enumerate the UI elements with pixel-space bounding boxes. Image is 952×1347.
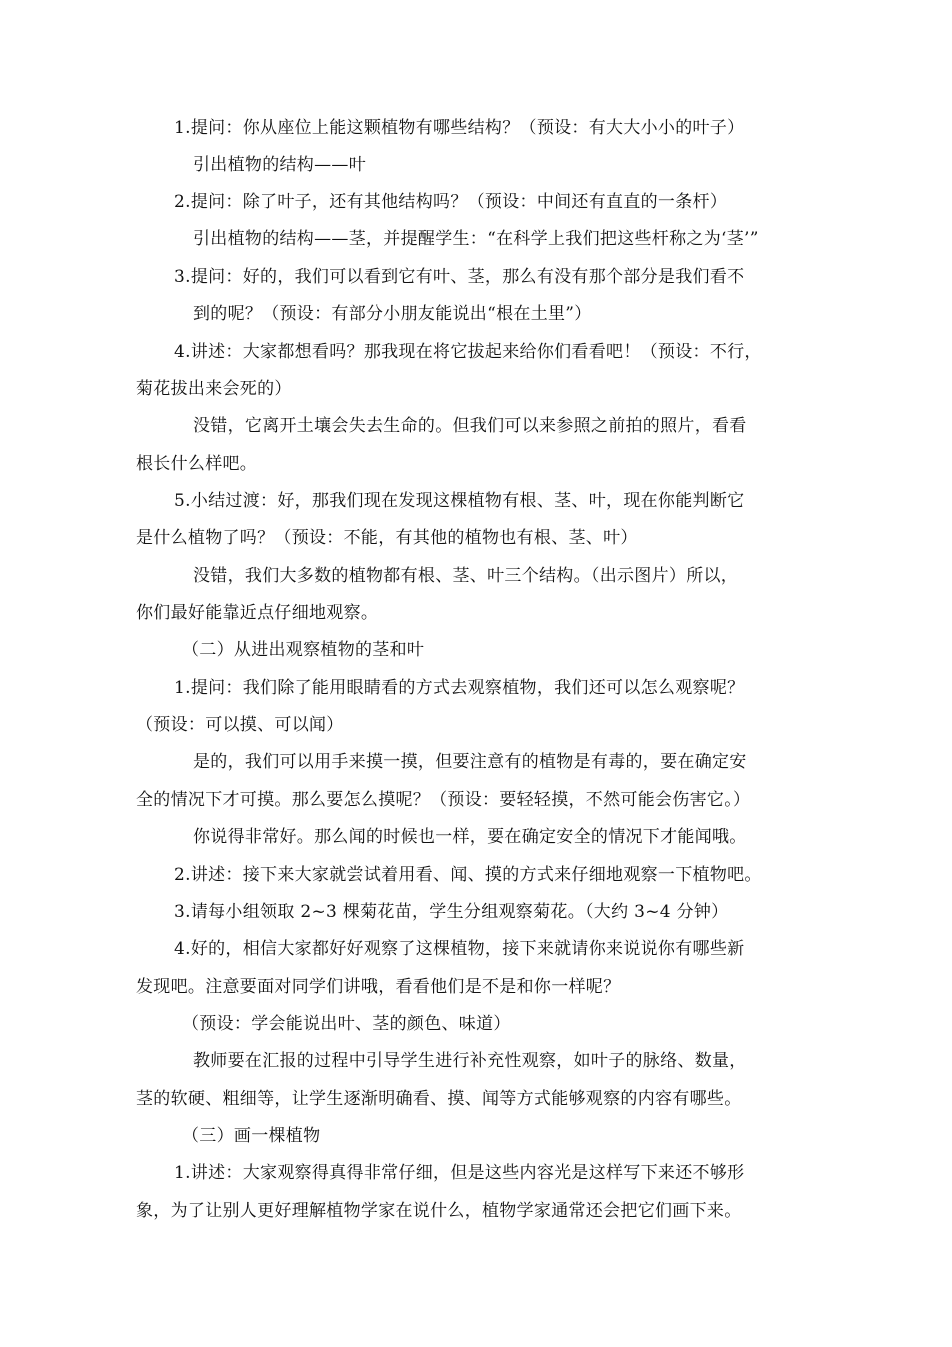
text-line: 象，为了让别人更好理解植物学家在说什么，植物学家通常还会把它们画下来。 <box>136 1201 742 1221</box>
text-line: 茎的软硬、粗细等，让学生逐渐明确看、摸、闻等方式能够观察的内容有哪些。 <box>136 1089 742 1109</box>
text-line: 2.提问：除了叶子，还有其他结构吗？（预设：中间还有直直的一条杆） <box>174 192 728 212</box>
text-line: 引出植物的结构——叶 <box>193 155 366 175</box>
text-line: 5.小结过渡：好，那我们现在发现这棵植物有根、茎、叶，现在你能判断它 <box>174 491 745 511</box>
text-line: 引出植物的结构——茎，并提醒学生：“在科学上我们把这些杆称之为‘茎’” <box>193 229 759 249</box>
text-line: 2.讲述：接下来大家就尝试着用看、闻、摸的方式来仔细地观察一下植物吧。 <box>174 865 762 885</box>
text-line: 教师要在汇报的过程中引导学生进行补充性观察，如叶子的脉络、数量， <box>193 1051 747 1071</box>
text-line: 你说得非常好。那么闻的时候也一样，要在确定安全的情况下才能闻哦。 <box>193 827 747 847</box>
text-line: 没错，我们大多数的植物都有根、茎、叶三个结构。（出示图片）所以， <box>193 566 739 586</box>
text-line: 4.讲述：大家都想看吗？那我现在将它拔起来给你们看看吧！（预设：不行， <box>174 342 762 362</box>
text-line: （预设：学会能说出叶、茎的颜色、味道） <box>182 1014 511 1034</box>
text-line: 菊花拔出来会死的） <box>136 379 292 399</box>
text-line: 发现吧。注意要面对同学们讲哦，看看他们是不是和你一样呢？ <box>136 977 621 997</box>
text-line: 你们最好能靠近点仔细地观察。 <box>136 603 379 623</box>
text-line: 1.提问：你从座位上能这颗植物有哪些结构？（预设：有大大小小的叶子） <box>174 118 745 138</box>
text-line: 没错，它离开土壤会失去生命的。但我们可以来参照之前拍的照片，看看 <box>193 416 747 436</box>
section-heading: （二）从进出观察植物的茎和叶 <box>182 640 425 660</box>
text-line: 根长什么样吧。 <box>136 454 258 474</box>
text-line: （预设：可以摸、可以闻） <box>136 715 344 735</box>
text-line: 是什么植物了吗？（预设：不能，有其他的植物也有根、茎、叶） <box>136 528 638 548</box>
text-line: 3.提问：好的，我们可以看到它有叶、茎，那么有没有那个部分是我们看不 <box>174 267 745 287</box>
text-line: 是的，我们可以用手来摸一摸，但要注意有的植物是有毒的，要在确定安 <box>193 752 747 772</box>
text-line: 1.讲述：大家观察得真得非常仔细，但是这些内容光是这样写下来还不够形 <box>174 1163 745 1183</box>
text-line: 1.提问：我们除了能用眼睛看的方式去观察植物，我们还可以怎么观察呢？ <box>174 678 745 698</box>
text-line: 3.请每小组领取 2~3 棵菊花苗，学生分组观察菊花。（大约 3~4 分钟） <box>174 902 729 922</box>
text-line: 全的情况下才可摸。那么要怎么摸呢？（预设：要轻轻摸，不然可能会伤害它。） <box>136 790 751 810</box>
section-heading: （三）画一棵植物 <box>182 1126 321 1146</box>
text-line: 到的呢？（预设：有部分小朋友能说出“根在土里”） <box>193 304 592 324</box>
text-line: 4.好的，相信大家都好好观察了这棵植物，接下来就请你来说说你有哪些新 <box>174 939 745 959</box>
